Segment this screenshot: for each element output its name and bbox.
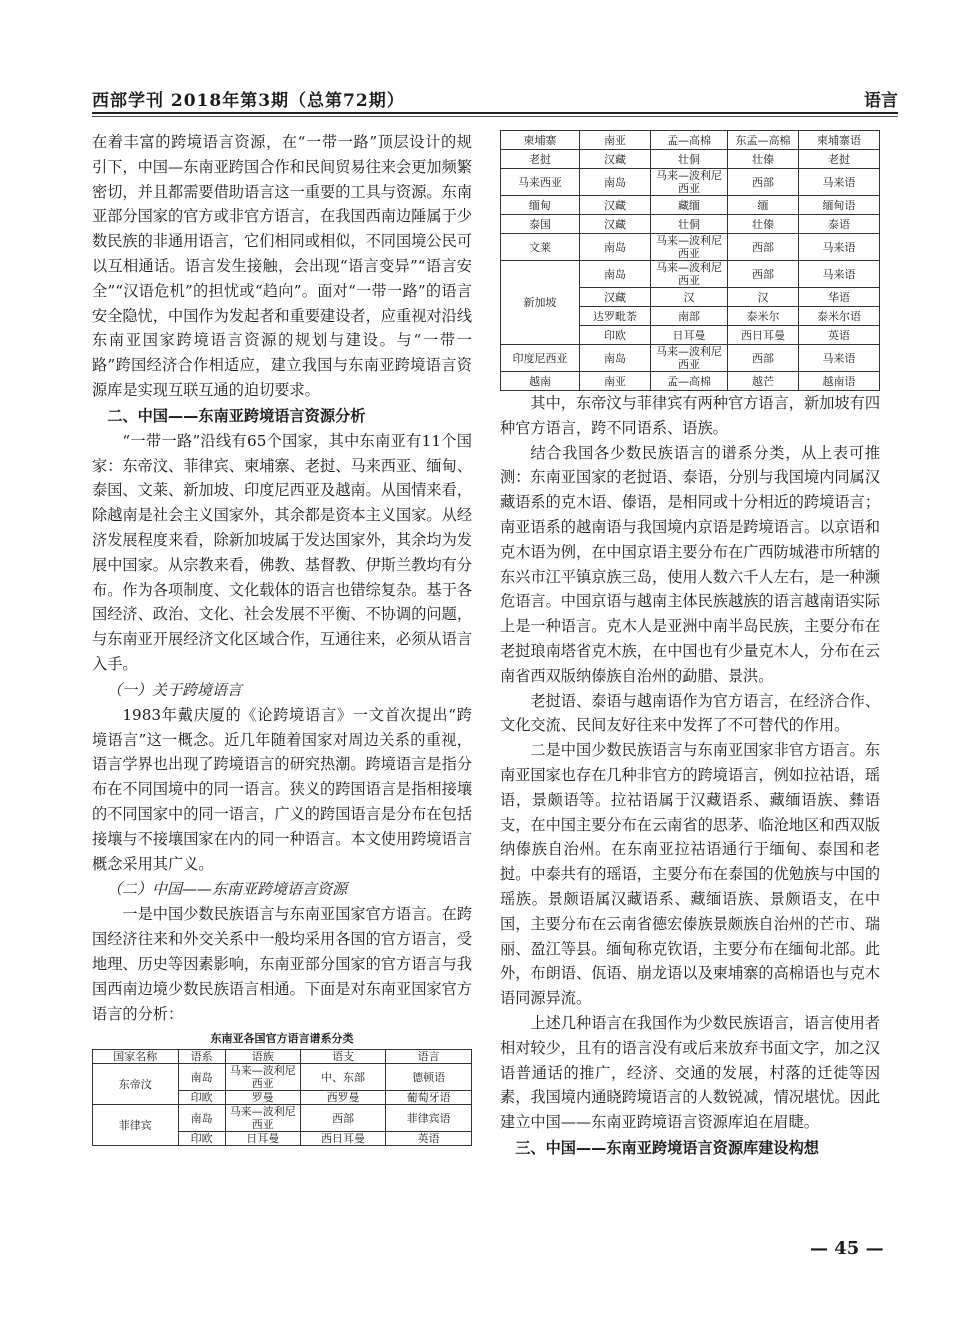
table-cell: 马来—波利尼西亚 [651,261,728,288]
table-cell: 柬埔寨语 [799,131,880,150]
table-cell: 壮侗 [651,215,728,234]
language-table-part2 [500,130,880,391]
paragraph: 在着丰富的跨境语言资源，在“一带一路”顶层设计的规引下，中国—东南亚跨国合作和民间贸易往来会更加频繁密切，并且都需要借助语言这一重要的工具与资源。东南亚部分国家的官方或非官方语言，在我国西南边陲属于少数民族的非通用语言，它们相同或相似，不同国境公民可以互相通话。语言发生接触，会出现“语言变异”“语言安全”“汉语危机”的担忧或“趋向”。面对“一带一路”的语言安全隐忧，中国作为发起者和重要建设者，应重视对沿线东南亚国家跨境语言资源的规划与建设。与“一带一路”跨国经济合作相适应，建立我国与东南亚跨境语言资源库是实现互联互通的迫切要求。 [92,133,472,399]
table-cell: 缅 [728,196,799,215]
table-cell: 汉藏 [580,288,651,307]
paragraph: 结合我国各少数民族语言的谱系分类，从上表可推测：东南亚国家的老挝语、泰语，分别与我国境内同属汉藏语系的克木语、傣语，是相同或十分相近的跨境语言；南亚语系的越南语与我国境内京语是跨境语言。以京语和克木语为例，在中国京语主要分布在广西防城港市所辖的东兴市江平镇京族三岛，使用人数六千人左右，是一种濒危语言。中国京语与越南主体民族越族的语言越南语实际上是一种语言。克木人是亚洲中南半岛民族，主要分布在老挝琅南塔省克木族，在中国也有少量克木人，分布在云南省西双版纳傣族自治州的勐腊、景洪。 [500,443,880,685]
table-cell: 孟—高棉 [651,131,728,150]
table-cell: 南亚 [580,372,651,391]
table-row [501,169,880,196]
table-cell: 西日耳曼 [300,1132,386,1146]
table-cell-country: 泰国 [501,215,580,234]
header-rule-thin [92,116,898,117]
table-cell-country: 老挝 [501,150,580,169]
table-cell: 英语 [386,1132,472,1146]
paragraph: “一带一路”沿线有65个国家，其中东南亚有11个国家：东帝汶、菲律宾、柬埔寨、老挝、马来西亚、缅甸、泰国、文莱、新加坡、印度尼西亚及越南。从国情来看，除越南是社会主义国家外，其余都是资本主义国家。从经济发展程度来看，除新加坡属于发达国家外，其余均为发展中国家。从宗教来看，佛教、基督教、伊斯兰教均有分布。作为各项制度、文化载体的语言也错综复杂。基于各国经济、政治、文化、社会发展不平衡、不协调的问题，与东南亚开展经济文化区域合作，互通往来，必须从语言入手。 [92,431,472,673]
table-cell: 南亚 [580,131,651,150]
subsection-heading: （二）中国——东南亚跨境语言资源 [107,880,348,899]
table-cell: 壮傣 [728,215,799,234]
table-row [93,1064,472,1091]
page-header [92,86,898,111]
paragraph: 老挝语、泰语与越南语作为官方语言，在经济合作、文化交流、民间友好往来中发挥了不可替代的作用。 [500,691,880,735]
paragraph: 一是中国少数民族语言与东南亚国家官方语言。在跨国经济往来和外交关系中一般均采用各国的官方语言，受地理、历史等因素影响，东南亚部分国家的官方语言与我国西南边境少数民族语言相通。下面是对东南亚国家官方语言的分析： [92,905,472,1023]
table-cell: 罗曼 [225,1091,300,1105]
paragraph: 1983年戴庆厦的《论跨境语言》一文首次提出“跨境语言”这一概念。近几年随着国家对周边关系的重视，语言学界也出现了跨境语言的研究热潮。跨境语言是指分布在不同国境中的同一语言。狭义的跨国语言是指相接壤的不同国家中的同一语言，广义的跨国语言是分布在包括接壤与不接壤国家在内的同一种语言。本文使用跨境语言概念采用其广义。 [92,705,472,873]
table-cell: 马来语 [799,261,880,288]
table-cell: 马来语 [799,169,880,196]
table-cell: 日耳曼 [225,1132,300,1146]
table-cell-country: 缅甸 [501,196,580,215]
header-rule [92,112,898,114]
paragraph: 二是中国少数民族语言与东南亚国家非官方语言。东南亚国家也存在几种非官方的跨境语言，例如拉祜语，瑶语，景颇语等。拉祜语属于汉藏语系、藏缅语族、彝语支，在中国主要分布在云南省的思茅、临沧地区和西双版纳傣族自治州。在东南亚拉祜语通行于缅甸、泰国和老挝。中泰共有的瑶语，主要分布在泰国的优勉族与中国的瑶族。景颇语属汉藏语系、藏缅语族、景颇语支，在中国，主要分布在云南省德宏傣族景颇族自治州的芒市、瑞丽、盈江等县。缅甸称克钦语，主要分布在缅甸北部。此外，布朗语、佤语、崩龙语以及柬埔寨的高棉语也与克木语同源异流。 [500,741,880,1008]
table-cell: 西部 [728,345,799,372]
table-cell-country: 新加坡 [501,261,580,345]
table-cell: 壮傣 [728,150,799,169]
table-cell: 南岛 [178,1105,225,1132]
table-cell: 马来语 [799,345,880,372]
table-cell: 达罗毗荼 [580,307,651,326]
table-cell-country: 印度尼西亚 [501,345,580,372]
table-cell: 西日耳曼 [728,326,799,345]
table-cell-country: 越南 [501,372,580,391]
left-column [92,130,472,1146]
table-cell: 葡萄牙语 [386,1091,472,1105]
table-cell: 汉藏 [580,150,651,169]
table-row [501,261,880,288]
table-cell: 南岛 [580,345,651,372]
table-cell: 泰米尔 [728,307,799,326]
table-cell: 马来—波利尼西亚 [651,169,728,196]
page-number: — 45 — [810,1238,884,1259]
table-cell: 马来—波利尼西亚 [225,1105,300,1132]
table-cell: 孟—高棉 [651,372,728,391]
table-cell: 汉藏 [580,196,651,215]
table-cell: 南岛 [580,261,651,288]
paragraph: 其中，东帝汶与菲律宾有两种官方语言，新加坡有四种官方语言，跨不同语系、语族。 [500,394,880,437]
table-cell: 西部 [728,261,799,288]
table-cell: 德顿语 [386,1064,472,1091]
table-cell: 中、东部 [300,1064,386,1091]
table-cell: 泰语 [799,215,880,234]
table-cell: 南岛 [580,234,651,261]
table-cell: 菲律宾语 [386,1105,472,1132]
table-cell: 藏缅 [651,196,728,215]
table-header: 语支 [300,1050,386,1064]
table-row [501,215,880,234]
table-cell: 西罗曼 [300,1091,386,1105]
table-header: 语族 [225,1050,300,1064]
table-cell: 马来语 [799,234,880,261]
table-cell: 壮侗 [651,150,728,169]
table-cell: 日耳曼 [651,326,728,345]
language-table-part1 [92,1049,472,1146]
table-cell: 英语 [799,326,880,345]
table-cell-country: 菲律宾 [93,1105,179,1146]
table-cell: 越南语 [799,372,880,391]
table-header: 语系 [178,1050,225,1064]
table-row [501,131,880,150]
table-cell: 缅甸语 [799,196,880,215]
table-cell: 西部 [728,234,799,261]
table-cell: 汉藏 [580,215,651,234]
table-cell: 马来—波利尼西亚 [225,1064,300,1091]
table-cell: 东孟—高棉 [728,131,799,150]
table-cell: 印欧 [178,1091,225,1105]
table-row [501,345,880,372]
section-heading: 三、中国——东南亚跨境语言资源库建设构想 [515,1138,819,1157]
table-row [501,196,880,215]
section-name: 语言 [864,91,898,111]
table-row [501,150,880,169]
table-row [93,1105,472,1132]
paragraph: 上述几种语言在我国作为少数民族语言，语言使用者相对较少，且有的语言没有或后来放弃书面文字，加之汉语普通话的推广，经济、交通的发展，村落的迁徙等因素，我国境内通晓跨境语言的人数锐减，情况堪忧。因此建立中国——东南亚跨境语言资源库迫在眉睫。 [500,1013,880,1132]
table-cell: 南岛 [178,1064,225,1091]
table-header: 国家名称 [93,1050,179,1064]
table-cell: 西部 [300,1105,386,1132]
table-cell-country: 马来西亚 [501,169,580,196]
table-cell-country: 文莱 [501,234,580,261]
table-cell-country: 柬埔寨 [501,131,580,150]
table-caption: 东南亚各国官方语言谱系分类 [210,1032,354,1046]
section-heading: 二、中国——东南亚跨境语言资源分析 [107,406,366,425]
subsection-heading: （一）关于跨境语言 [107,680,243,699]
right-column [500,130,880,1161]
table-cell: 印欧 [580,326,651,345]
table-row [501,234,880,261]
table-cell: 越芒 [728,372,799,391]
table-cell: 马来—波利尼西亚 [651,345,728,372]
table-cell: 南部 [651,307,728,326]
table-header: 语言 [386,1050,472,1064]
table-cell: 西部 [728,169,799,196]
table-cell: 汉 [651,288,728,307]
table-cell: 老挝 [799,150,880,169]
table-cell: 华语 [799,288,880,307]
table-header-row [93,1050,472,1064]
journal-title: 西部学刊 2018年第3期（总第72期） [92,91,405,111]
table-cell-country: 东帝汶 [93,1064,179,1105]
table-row [501,372,880,391]
table-cell: 马来—波利尼西亚 [651,234,728,261]
table-cell: 印欧 [178,1132,225,1146]
table-cell: 汉 [728,288,799,307]
table-cell: 泰米尔语 [799,307,880,326]
table-cell: 南岛 [580,169,651,196]
